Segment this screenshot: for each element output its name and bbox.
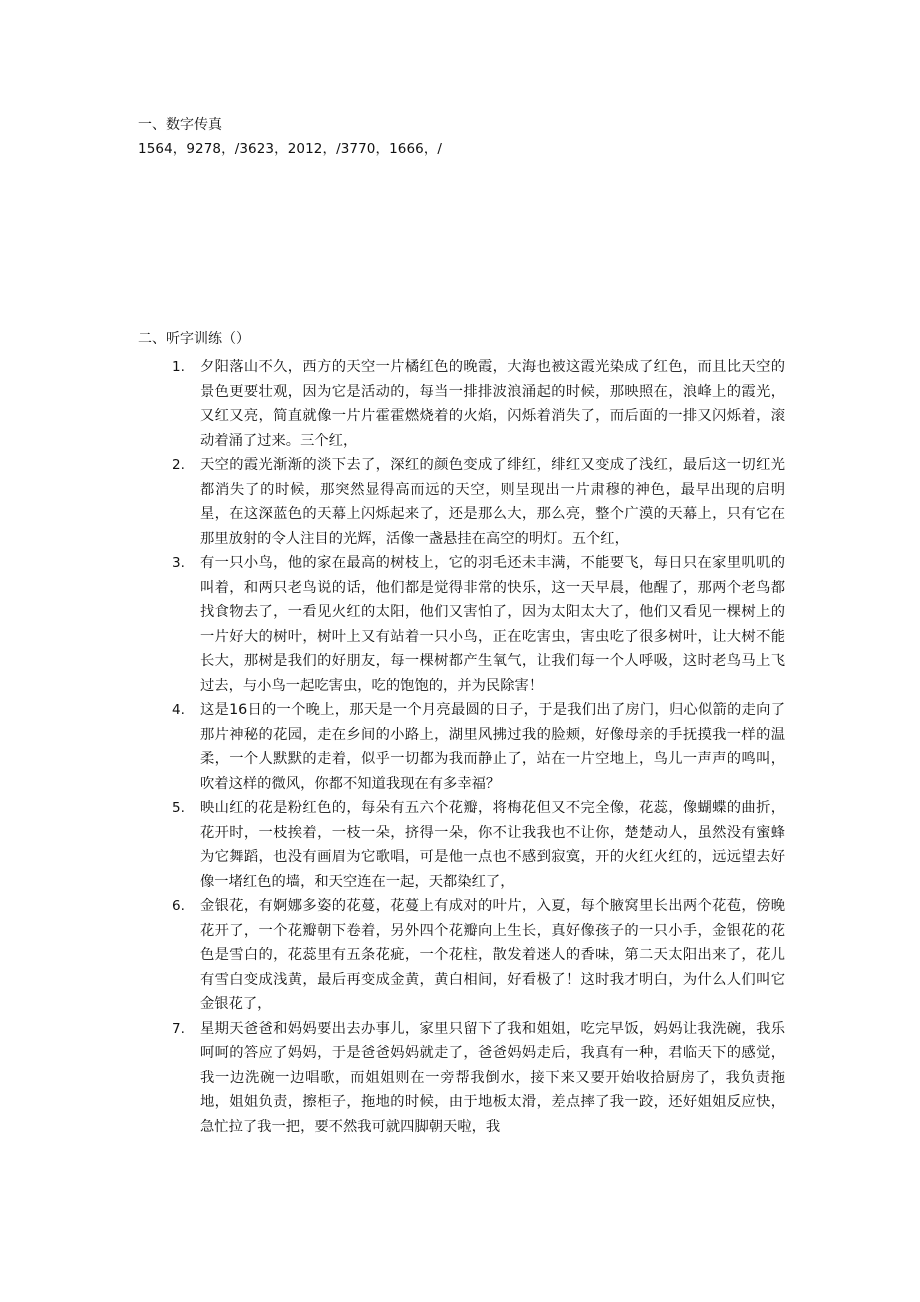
list-item — [0, 355, 785, 453]
section-2-title: 二、听字训练（） — [138, 331, 250, 347]
list-item — [0, 551, 785, 698]
list-item — [0, 453, 785, 551]
list-item-text: 映山红的花是粉红色的，每朵有五六个花瓣，将梅花但又不完全像，花蕊，像蝴蝶的曲折，花开时，一枝挨着，一枝一朵，挤得一朵，你不让我我也不让你，楚楚动人，虽然没有蜜蜂为它舞蹈，也没有画眉为它歌唱，可是他一点也不感到寂寞，开的火红火红的，远远望去好像一堵红色的墙，和天空连在一起，天都染红了， — [200, 800, 785, 890]
list-item-text: 金银花，有婀娜多姿的花蔓，花蔓上有成对的叶片，入夏，每个腋窝里长出两个花苞，傍晚花开了，一个花瓣朝下卷着，另外四个花瓣向上生长，真好像孩子的一只小手，金银花的花色是雪白的，花蕊里有五条花疵，一个花柱，散发着迷人的香味，第二天太阳出来了，花儿有雪白变成浅黄，最后再变成金黄，黄白相间，好看极了！这时我才明白，为什么人们叫它金银花了， — [200, 898, 785, 1012]
list-item-text: 星期天爸爸和妈妈要出去办事儿，家里只留下了我和姐姐，吃完早饭，妈妈让我洗碗，我乐呵呵的答应了妈妈，于是爸爸妈妈就走了，爸爸妈妈走后，我真有一种，君临天下的感觉，我一边洗碗一边唱歌，而姐姐则在一旁帮我倒水，接下来又要开始收拾厨房了，我负责拖地，姐姐负责，擦柜子，拖地的时候，由于地板太滑，差点摔了我一跤，还好姐姐反应快，急忙拉了我一把，要不然我可就四脚朝天啦，我 — [200, 1020, 785, 1135]
list-item — [0, 698, 785, 796]
list-item-number: 2. — [172, 457, 185, 473]
list-item — [0, 1017, 785, 1140]
list-item — [0, 796, 785, 894]
list-item-number: 3. — [172, 555, 185, 571]
dictation-list — [0, 355, 920, 1139]
list-item — [0, 894, 785, 1017]
list-item-text: 这是16日的一个晚上，那天是一个月亮最圆的日子，于是我们出了房门，归心似箭的走向了那片神秘的花园，走在乡间的小路上，湖里风拂过我的脸颊，好像母亲的手抚摸我一样的温柔，一个人默默的走着，似乎一切都为我而静止了，站在一片空地上，鸟儿一声声的鸣叫，吹着这样的微风，你都不知道我现在有多幸福？ — [200, 702, 785, 792]
section-1-title: 一、数字传真 — [138, 117, 222, 133]
list-item-number: 6. — [172, 898, 185, 914]
number-sequence: 1564，9278，/3623，2012，/3770，1666，/ — [138, 141, 443, 157]
list-item-number: 5. — [172, 800, 185, 816]
list-item-number: 4. — [172, 702, 185, 718]
list-item-number: 1. — [172, 359, 185, 375]
list-item-number: 7. — [172, 1020, 185, 1037]
list-item-text: 天空的霞光渐渐的淡下去了，深红的颜色变成了绯红，绯红又变成了浅红，最后这一切红光都消失了的时候，那突然显得高而远的天空，则呈现出一片肃穆的神色，最早出现的启明星，在这深蓝色的天幕上闪烁起来了，还是那么大，那么亮，整个广漠的天幕上，只有它在那里放射的令人注目的光辉，活像一盏悬挂在高空的明灯。五个红， — [200, 457, 785, 547]
list-item-text: 有一只小鸟，他的家在最高的树枝上，它的羽毛还未丰满，不能要飞，每日只在家里叽叽的叫着，和两只老鸟说的话，他们都是觉得非常的快乐，这一天早晨，他醒了，那两个老鸟都找食物去了，一看见火红的太阳，他们又害怕了，因为太阳太大了，他们又看见一棵树上的一片好大的树叶，树叶上又有站着一只小鸟，正在吃害虫，害虫吃了很多树叶，让大树不能长大，那树是我们的好朋友，每一棵树都产生氧气，让我们每一个人呼吸，这时老鸟马上飞过去，与小鸟一起吃害虫，吃的饱饱的，并为民除害！ — [200, 555, 785, 694]
list-item-text: 夕阳落山不久，西方的天空一片橘红色的晚霞，大海也被这霞光染成了红色，而且比天空的景色更要壮观，因为它是活动的，每当一排排波浪涌起的时候，那映照在，浪峰上的霞光，又红又亮，简直就像一片片霍霍燃烧着的火焰，闪烁着消失了，而后面的一排又闪烁着，滚动着涌了过来。三个红， — [200, 359, 785, 449]
